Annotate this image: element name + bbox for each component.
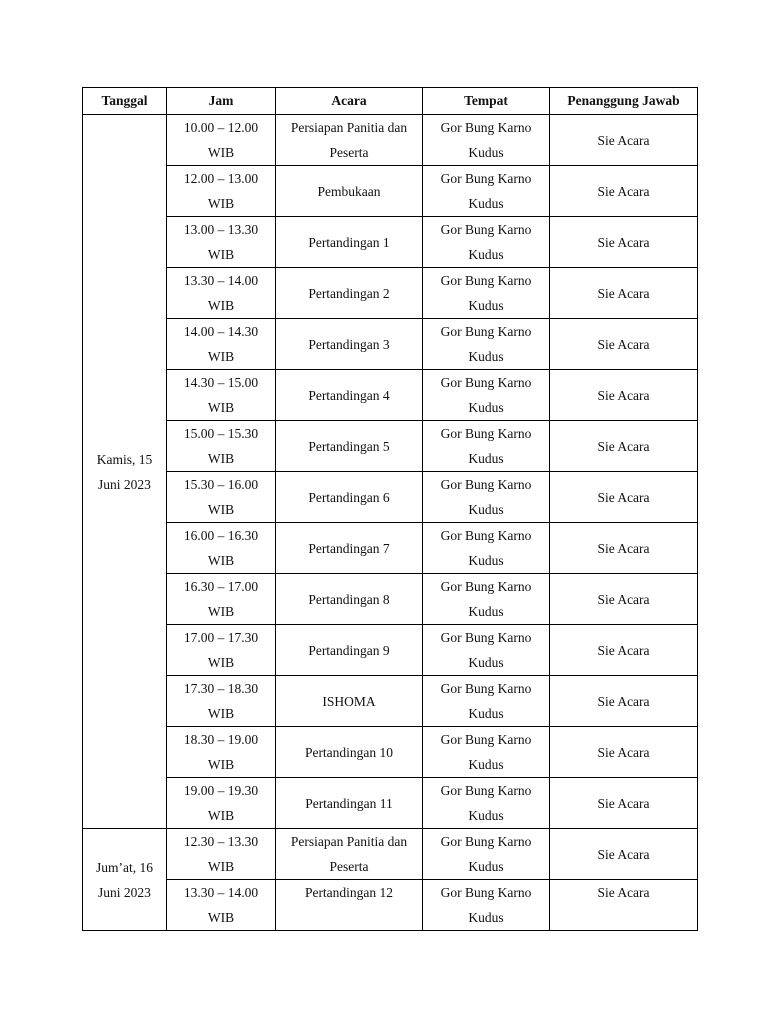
cell-jam: [167, 268, 276, 319]
cell-penanggung-jawab: [550, 421, 698, 472]
header-jam: Jam: [167, 88, 276, 115]
cell-penanggung-jawab-text: Sie Acara: [597, 642, 650, 658]
cell-acara-text: Pembukaan: [317, 183, 381, 199]
table-row: [83, 268, 698, 319]
cell-penanggung-jawab: [550, 370, 698, 421]
cell-jam-text: 16.00 – 16.30 WIB: [183, 528, 259, 568]
table-row: [83, 523, 698, 574]
cell-jam: [167, 676, 276, 727]
cell-penanggung-jawab-text: Sie Acara: [597, 795, 650, 811]
cell-acara: [276, 370, 423, 421]
cell-jam-text: 10.00 – 12.00 WIB: [183, 120, 259, 160]
table-row: [83, 625, 698, 676]
cell-jam: [167, 472, 276, 523]
cell-penanggung-jawab: [550, 523, 698, 574]
cell-tempat: [423, 727, 550, 778]
cell-penanggung-jawab: [550, 319, 698, 370]
cell-tempat: [423, 472, 550, 523]
cell-penanggung-jawab-text: Sie Acara: [597, 132, 650, 148]
cell-jam: [167, 523, 276, 574]
cell-jam-text: 17.00 – 17.30 WIB: [183, 630, 259, 670]
cell-acara-text: Pertandingan 11: [305, 795, 393, 811]
cell-penanggung-jawab: [550, 829, 698, 880]
cell-jam-text: 13.00 – 13.30 WIB: [183, 222, 259, 262]
cell-jam: [167, 829, 276, 880]
schedule-table: [82, 87, 698, 931]
header-tanggal: Tanggal: [83, 88, 167, 115]
cell-acara: [276, 472, 423, 523]
table-row: [83, 727, 698, 778]
cell-penanggung-jawab: [550, 676, 698, 727]
cell-tempat: [423, 217, 550, 268]
cell-acara-text: Pertandingan 1: [308, 234, 390, 250]
cell-tempat: [423, 829, 550, 880]
cell-penanggung-jawab-text: Sie Acara: [597, 693, 650, 709]
cell-penanggung-jawab: [550, 115, 698, 166]
cell-acara: [276, 268, 423, 319]
table-row: [83, 676, 698, 727]
header-penanggung-jawab: Penanggung Jawab: [550, 88, 698, 115]
cell-tempat: [423, 421, 550, 472]
cell-jam: [167, 625, 276, 676]
table-row: [83, 574, 698, 625]
cell-penanggung-jawab-text: Sie Acara: [597, 540, 650, 556]
cell-penanggung-jawab: [550, 880, 698, 931]
cell-jam: [167, 574, 276, 625]
cell-acara: [276, 574, 423, 625]
cell-acara: [276, 727, 423, 778]
table-row: [83, 217, 698, 268]
cell-acara-text: Pertandingan 3: [308, 336, 390, 352]
cell-jam-text: 12.30 – 13.30 WIB: [183, 834, 259, 874]
cell-acara: [276, 778, 423, 829]
cell-jam-text: 16.30 – 17.00 WIB: [183, 579, 259, 619]
cell-jam-text: 19.00 – 19.30 WIB: [183, 783, 259, 823]
cell-acara-text: Persiapan Panitia dan Peserta: [290, 120, 408, 160]
cell-tempat: [423, 880, 550, 931]
cell-acara: [276, 166, 423, 217]
cell-jam-text: 14.30 – 15.00 WIB: [183, 375, 259, 415]
cell-tempat-text: Gor Bung Karno Kudus: [440, 630, 532, 670]
cell-acara: [276, 421, 423, 472]
cell-penanggung-jawab-text: Sie Acara: [597, 885, 650, 900]
cell-tempat: [423, 370, 550, 421]
cell-jam-text: 12.00 – 13.00 WIB: [183, 171, 259, 211]
cell-penanggung-jawab-text: Sie Acara: [597, 336, 650, 352]
cell-tempat-text: Gor Bung Karno Kudus: [440, 579, 532, 619]
cell-acara-text: Pertandingan 10: [304, 744, 394, 760]
cell-tempat-text: Gor Bung Karno Kudus: [440, 732, 532, 772]
cell-tempat: [423, 625, 550, 676]
cell-tempat-text: Gor Bung Karno Kudus: [440, 273, 532, 313]
cell-tempat-text: Gor Bung Karno Kudus: [440, 120, 532, 160]
table-row: [83, 319, 698, 370]
table-row: [83, 115, 698, 166]
cell-tempat: [423, 115, 550, 166]
cell-acara-text: Pertandingan 2: [308, 285, 390, 301]
cell-penanggung-jawab: [550, 625, 698, 676]
cell-tanggal: [83, 829, 167, 931]
cell-penanggung-jawab-text: Sie Acara: [597, 234, 650, 250]
cell-acara-text: Pertandingan 9: [308, 642, 390, 658]
cell-acara-text: Pertandingan 4: [308, 387, 390, 403]
cell-acara: [276, 880, 423, 931]
table-row: [83, 778, 698, 829]
cell-tempat-text: Gor Bung Karno Kudus: [440, 477, 532, 517]
cell-penanggung-jawab-text: Sie Acara: [597, 846, 650, 862]
cell-acara-text: Pertandingan 8: [308, 591, 390, 607]
cell-acara-text: ISHOMA: [322, 693, 376, 709]
cell-tempat-text: Gor Bung Karno Kudus: [440, 528, 532, 568]
cell-tempat: [423, 319, 550, 370]
cell-jam-text: 15.00 – 15.30 WIB: [183, 426, 259, 466]
cell-acara: [276, 217, 423, 268]
cell-tempat: [423, 676, 550, 727]
cell-jam: [167, 370, 276, 421]
cell-tempat-text: Gor Bung Karno Kudus: [440, 426, 532, 466]
cell-jam: [167, 778, 276, 829]
table-row: [83, 880, 698, 931]
cell-penanggung-jawab: [550, 727, 698, 778]
cell-penanggung-jawab-text: Sie Acara: [597, 744, 650, 760]
cell-acara: [276, 625, 423, 676]
cell-penanggung-jawab: [550, 217, 698, 268]
cell-jam: [167, 319, 276, 370]
cell-penanggung-jawab: [550, 268, 698, 319]
cell-tanggal: [83, 115, 167, 829]
cell-penanggung-jawab-text: Sie Acara: [597, 591, 650, 607]
cell-tempat: [423, 778, 550, 829]
cell-tempat-text: Gor Bung Karno Kudus: [440, 681, 532, 721]
cell-penanggung-jawab-text: Sie Acara: [597, 183, 650, 199]
cell-acara: [276, 523, 423, 574]
cell-tempat-text: Gor Bung Karno Kudus: [440, 222, 532, 262]
cell-penanggung-jawab-text: Sie Acara: [597, 489, 650, 505]
cell-jam: [167, 880, 276, 931]
cell-penanggung-jawab: [550, 574, 698, 625]
cell-tempat-text: Gor Bung Karno Kudus: [440, 885, 532, 925]
header-row: [83, 88, 698, 115]
cell-acara: [276, 676, 423, 727]
cell-acara-text: Pertandingan 7: [308, 540, 390, 556]
table-row: [83, 829, 698, 880]
cell-acara-text: Persiapan Panitia dan Peserta: [290, 834, 408, 874]
table-row: [83, 370, 698, 421]
cell-acara: [276, 115, 423, 166]
cell-jam: [167, 166, 276, 217]
schedule-body: [83, 115, 698, 931]
cell-jam-text: 13.30 – 14.00 WIB: [183, 273, 259, 313]
table-row: [83, 472, 698, 523]
cell-tempat: [423, 166, 550, 217]
cell-jam-text: 15.30 – 16.00 WIB: [183, 477, 259, 517]
cell-penanggung-jawab-text: Sie Acara: [597, 387, 650, 403]
cell-penanggung-jawab-text: Sie Acara: [597, 285, 650, 301]
cell-penanggung-jawab-text: Sie Acara: [597, 438, 650, 454]
cell-acara-text: Pertandingan 6: [308, 489, 390, 505]
cell-acara: [276, 829, 423, 880]
table-row: [83, 421, 698, 472]
cell-jam-text: 14.00 – 14.30 WIB: [183, 324, 259, 364]
cell-jam: [167, 421, 276, 472]
cell-jam-text: 13.30 – 14.00 WIB: [183, 885, 259, 925]
cell-tempat-text: Gor Bung Karno Kudus: [440, 834, 532, 874]
cell-tempat-text: Gor Bung Karno Kudus: [440, 783, 532, 823]
cell-tempat: [423, 574, 550, 625]
cell-jam-text: 17.30 – 18.30 WIB: [183, 681, 259, 721]
tanggal-text: Kamis, 15 Juni 2023: [96, 451, 153, 492]
cell-tempat-text: Gor Bung Karno Kudus: [440, 171, 532, 211]
cell-jam: [167, 727, 276, 778]
header-acara: Acara: [276, 88, 423, 115]
header-tempat: Tempat: [423, 88, 550, 115]
cell-tempat: [423, 268, 550, 319]
cell-penanggung-jawab: [550, 472, 698, 523]
cell-acara: [276, 319, 423, 370]
cell-acara-text: Pertandingan 5: [308, 438, 390, 454]
tanggal-text: Jum’at, 16 Juni 2023: [96, 859, 153, 900]
cell-jam: [167, 115, 276, 166]
cell-jam-text: 18.30 – 19.00 WIB: [183, 732, 259, 772]
cell-penanggung-jawab: [550, 778, 698, 829]
cell-tempat: [423, 523, 550, 574]
cell-tempat-text: Gor Bung Karno Kudus: [440, 375, 532, 415]
cell-penanggung-jawab: [550, 166, 698, 217]
cell-tempat-text: Gor Bung Karno Kudus: [440, 324, 532, 364]
table-row: [83, 166, 698, 217]
cell-acara-text: Pertandingan 12: [304, 885, 394, 900]
cell-jam: [167, 217, 276, 268]
